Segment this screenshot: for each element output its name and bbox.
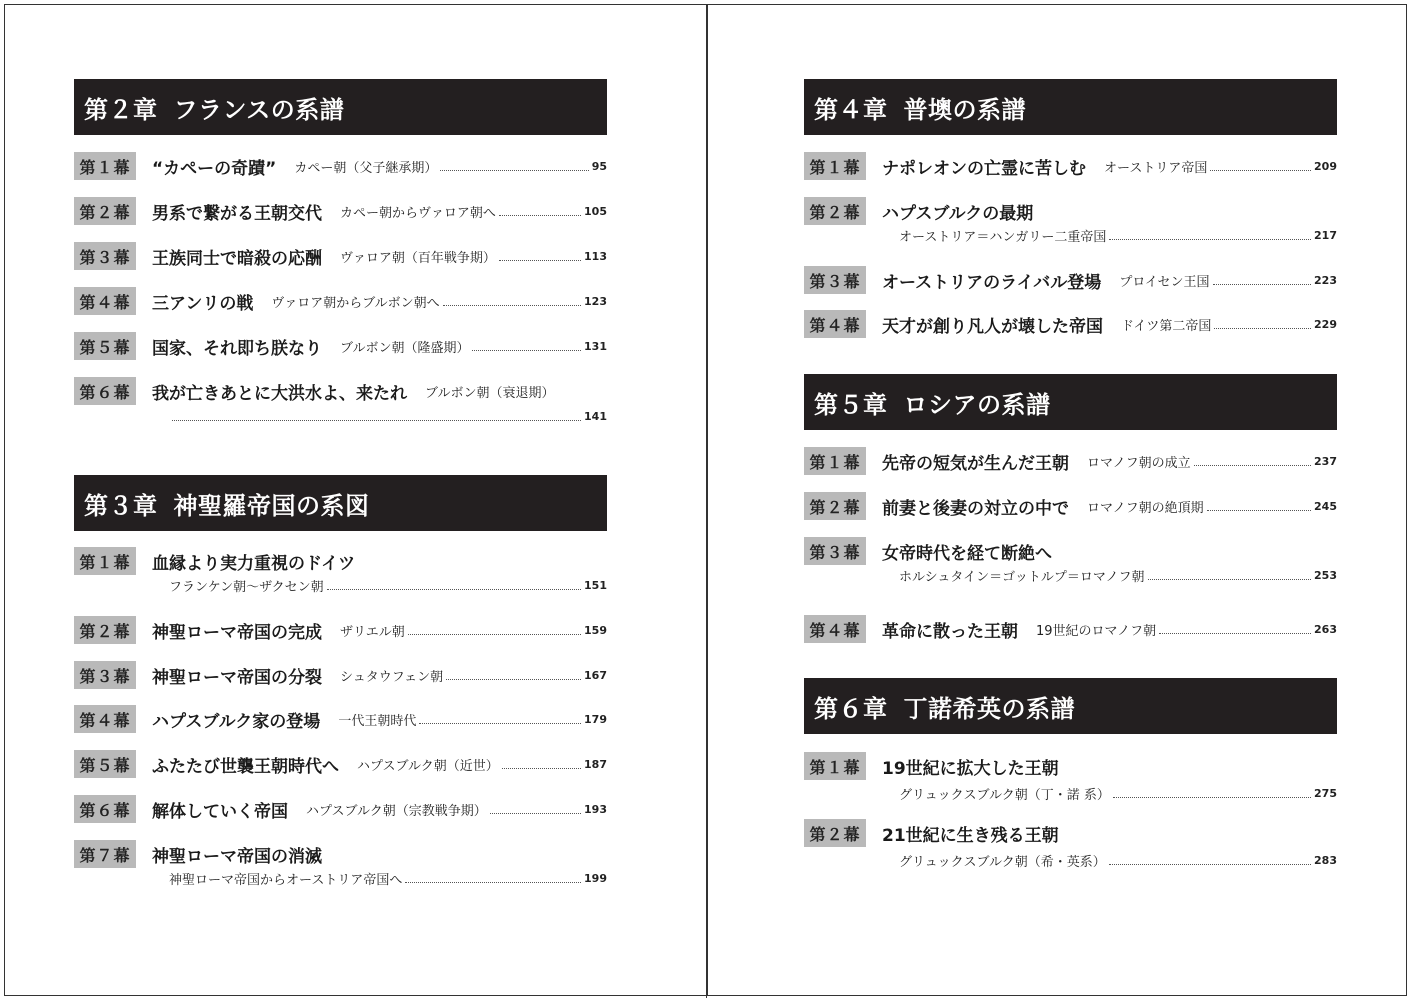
entry-title: 女帝時代を経て断絶へ [882, 543, 1052, 564]
chapter-number: 第３章 [84, 491, 158, 520]
dot-leader [172, 420, 581, 421]
dot-leader [419, 723, 581, 724]
act-label: 第１幕 [804, 152, 866, 180]
dot-leader [1109, 864, 1311, 865]
toc-entry[interactable] [74, 661, 607, 689]
page-number: 151 [584, 578, 607, 592]
act-label: 第５幕 [74, 332, 136, 360]
toc-entry[interactable] [74, 705, 607, 733]
toc-entry[interactable] [74, 197, 607, 225]
dot-leader [499, 215, 581, 216]
toc-entry[interactable] [804, 615, 1337, 643]
chapter-title: フランスの系譜 [173, 95, 345, 124]
page-number: 131 [584, 339, 607, 353]
chapter-number: 第５章 [814, 390, 888, 419]
entry-subtitle: グリュックスブルク朝（希・英系） [899, 854, 1106, 870]
entry-title: 前妻と後妻の対立の中で [882, 498, 1069, 519]
entry-subtitle: オーストリア帝国 [1104, 160, 1208, 176]
toc-entry[interactable] [804, 447, 1337, 475]
page-number: 193 [584, 802, 607, 816]
entry-subtitle: ハプスブルク朝（近世） [357, 758, 499, 774]
entry-title: ハプスブルク家の登場 [152, 711, 321, 732]
dot-leader [446, 679, 581, 680]
page-number: 209 [1314, 159, 1337, 173]
entry-subtitle: ブルボン朝（隆盛期） [340, 340, 470, 356]
act-label: 第２幕 [804, 197, 866, 225]
dot-leader [1148, 579, 1312, 580]
chapter-6 [804, 678, 1337, 734]
chapter-2 [74, 79, 607, 135]
entry-title: “カペーの奇蹟” [152, 158, 277, 179]
chapter-title: 普墺の系譜 [903, 95, 1026, 124]
chapter-heading [74, 475, 607, 531]
entry-subtitle: 19世紀のロマノフ朝 [1036, 623, 1157, 639]
toc-entry[interactable] [74, 750, 607, 778]
entry-subtitle: オーストリア＝ハンガリー二重帝国 [899, 229, 1107, 245]
chapter-5 [804, 374, 1337, 430]
entry-title: ナポレオンの亡霊に苦しむ [882, 158, 1086, 179]
entry-subtitle: ホルシュタイン＝ゴットルプ＝ロマノフ朝 [899, 569, 1145, 585]
toc-entry[interactable] [74, 840, 607, 887]
dot-leader [1207, 510, 1311, 511]
page-number: 245 [1314, 499, 1337, 513]
entry-subtitle: ドイツ第二帝国 [1121, 318, 1212, 334]
entry-title: オーストリアのライバル登場 [882, 272, 1102, 293]
entry-subtitle: ヴァロア朝（百年戦争期） [340, 250, 496, 266]
entry-title: 21世紀に生き残る王朝 [882, 825, 1059, 846]
page-number: 263 [1314, 622, 1337, 636]
entry-title: 天才が創り凡人が壊した帝国 [882, 316, 1103, 337]
entry-subtitle: カペー朝からヴァロア朝へ [340, 205, 496, 221]
toc-entry[interactable] [804, 152, 1337, 180]
chapter-heading [804, 678, 1337, 734]
toc-entry[interactable] [74, 242, 607, 270]
dot-leader [1194, 465, 1311, 466]
act-label: 第４幕 [804, 615, 866, 643]
act-label: 第１幕 [804, 752, 866, 780]
dot-leader [405, 882, 581, 883]
act-label: 第６幕 [74, 377, 136, 405]
chapter-number: 第２章 [84, 95, 158, 124]
act-label: 第４幕 [74, 287, 136, 315]
page-number: 199 [584, 871, 607, 885]
toc-entry[interactable] [74, 332, 607, 360]
dot-leader [1159, 633, 1311, 634]
act-label: 第４幕 [804, 310, 866, 338]
chapter-title: ロシアの系譜 [903, 390, 1051, 419]
entry-title: 血縁より実力重視のドイツ [152, 553, 356, 574]
page-number: 179 [584, 712, 607, 726]
page-number: 229 [1314, 317, 1337, 331]
entry-title: 国家、それ即ち朕なり [152, 338, 322, 359]
entry-subtitle: 神聖ローマ帝国からオーストリア帝国へ [169, 872, 403, 888]
page-number: 167 [584, 668, 607, 682]
entry-subtitle: シュタウフェン朝 [340, 669, 444, 685]
toc-entry[interactable] [74, 377, 607, 425]
dot-leader [440, 170, 588, 171]
chapter-heading [74, 79, 607, 135]
entry-title: 神聖ローマ帝国の分裂 [152, 667, 322, 688]
act-label: 第２幕 [74, 197, 136, 225]
page-number: 141 [584, 409, 607, 423]
act-label: 第３幕 [804, 537, 866, 565]
entry-title: 解体していく帝国 [152, 801, 288, 822]
entry-title: 王族同士で暗殺の応酬 [152, 248, 322, 269]
toc-entry[interactable] [804, 537, 1337, 584]
entry-title: 神聖ローマ帝国の消滅 [152, 846, 322, 867]
entry-title: 19世紀に拡大した王朝 [882, 758, 1059, 779]
act-label: 第１幕 [804, 447, 866, 475]
act-label: 第２幕 [804, 819, 866, 847]
entry-title: 先帝の短気が生んだ王朝 [882, 453, 1069, 474]
dot-leader [499, 260, 581, 261]
act-label: 第１幕 [74, 152, 136, 180]
dot-leader [1113, 797, 1311, 798]
entry-subtitle: ロマノフ朝の成立 [1087, 455, 1191, 471]
dot-leader [1210, 170, 1311, 171]
toc-entry[interactable] [804, 752, 1337, 802]
page-number: 223 [1314, 273, 1337, 287]
page-number: 187 [584, 757, 607, 771]
chapter-heading [804, 374, 1337, 430]
toc-entry[interactable] [74, 152, 607, 180]
dot-leader [327, 589, 581, 590]
entry-title: 三アンリの戦 [152, 293, 254, 314]
entry-subtitle: グリュックスブルク朝（丁・諾 系） [899, 787, 1110, 803]
act-label: 第５幕 [74, 750, 136, 778]
page-number: 123 [584, 294, 607, 308]
chapter-number: 第４章 [814, 95, 888, 124]
toc-entry[interactable] [74, 795, 607, 823]
toc-entry[interactable] [804, 266, 1337, 294]
page-spine [706, 4, 707, 998]
toc-entry[interactable] [74, 287, 607, 315]
toc-entry[interactable] [804, 310, 1337, 338]
page-number: 237 [1314, 454, 1337, 468]
toc-entry[interactable] [804, 197, 1337, 244]
dot-leader [1109, 239, 1311, 240]
chapter-title: 丁諾希英の系譜 [903, 694, 1075, 723]
act-label: 第１幕 [74, 547, 136, 575]
entry-subtitle: 一代王朝時代 [338, 713, 417, 729]
page-number: 159 [584, 623, 607, 637]
entry-subtitle: カペー朝（父子継承期） [294, 160, 438, 176]
entry-title: 我が亡きあとに大洪水よ、来たれ [152, 383, 407, 404]
toc-entry[interactable] [804, 819, 1337, 869]
toc-entry[interactable] [74, 616, 607, 644]
entry-subtitle: ロマノフ朝の絶頂期 [1087, 500, 1204, 516]
page-number: 105 [584, 204, 607, 218]
chapter-number: 第６章 [814, 694, 888, 723]
act-label: 第２幕 [74, 616, 136, 644]
entry-title: ふたたび世襲王朝時代へ [152, 756, 339, 777]
toc-entry[interactable] [804, 492, 1337, 520]
entry-subtitle: フランケン朝～ザクセン朝 [169, 579, 324, 595]
dot-leader [443, 305, 581, 306]
dot-leader [1214, 328, 1311, 329]
dot-leader [502, 768, 581, 769]
entry-title: ハプスブルクの最期 [882, 203, 1034, 224]
chapter-title: 神聖羅帝国の系図 [173, 491, 370, 520]
dot-leader [408, 634, 581, 635]
act-label: 第７幕 [74, 840, 136, 868]
entry-title: 革命に散った王朝 [882, 621, 1018, 642]
dot-leader [490, 813, 581, 814]
entry-subtitle: ヴァロア朝からブルボン朝へ [271, 295, 440, 311]
chapter-3 [74, 475, 607, 531]
act-label: 第４幕 [74, 705, 136, 733]
entry-subtitle: ブルボン朝（衰退期） [425, 385, 555, 401]
page-number: 253 [1314, 568, 1337, 582]
entry-subtitle: ハプスブルク朝（宗教戦争期） [306, 803, 487, 819]
act-label: 第３幕 [74, 661, 136, 689]
act-label: 第３幕 [804, 266, 866, 294]
dot-leader [472, 350, 581, 351]
act-label: 第２幕 [804, 492, 866, 520]
page-number: 113 [584, 249, 607, 263]
page-number: 217 [1314, 228, 1337, 242]
chapter-4 [804, 79, 1337, 135]
entry-subtitle: ザリエル朝 [340, 624, 405, 640]
dot-leader [1213, 284, 1311, 285]
act-label: 第３幕 [74, 242, 136, 270]
act-label: 第６幕 [74, 795, 136, 823]
toc-entry[interactable] [74, 547, 607, 594]
entry-title: 神聖ローマ帝国の完成 [152, 622, 322, 643]
chapter-heading [804, 79, 1337, 135]
entry-title: 男系で繋がる王朝交代 [152, 203, 322, 224]
page-number: 275 [1314, 786, 1337, 800]
entry-subtitle: プロイセン王国 [1119, 274, 1210, 290]
page-number: 283 [1314, 853, 1337, 867]
page-number: 95 [591, 159, 607, 173]
